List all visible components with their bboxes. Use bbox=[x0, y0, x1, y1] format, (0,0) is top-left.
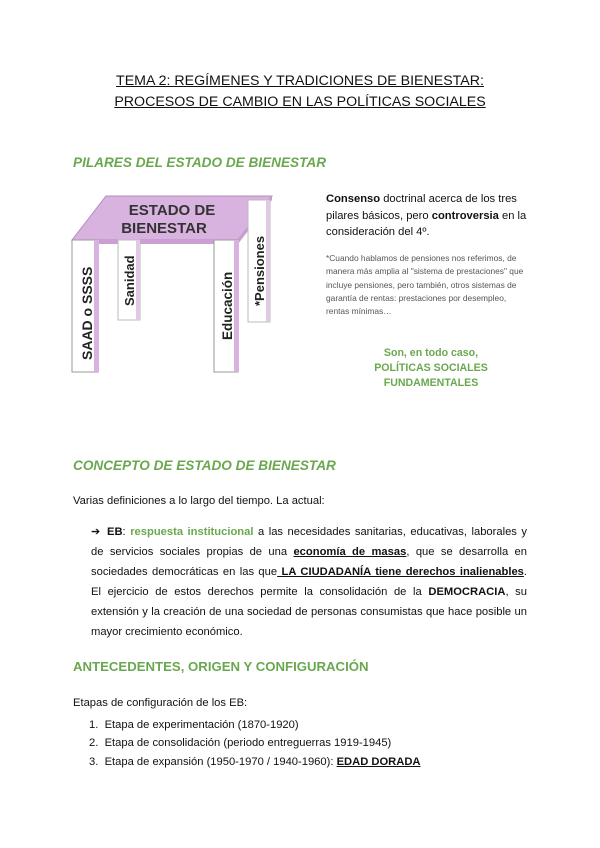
controversia-word: controversia bbox=[431, 209, 499, 222]
arrow-icon: ➔ bbox=[91, 526, 101, 538]
eb-colon: : bbox=[122, 526, 131, 538]
eb-t2: , que se desarrolla en sociedades democráticas en las que bbox=[91, 546, 527, 578]
heading-concepto: CONCEPTO DE ESTADO DE BIENESTAR bbox=[73, 458, 336, 473]
list-item: 2. Etapa de consolidación (periodo entreguerras 1919-1945) bbox=[89, 737, 392, 750]
pillar-sanidad-label: Sanidad bbox=[122, 255, 137, 306]
title-line-1: TEMA 2: REGÍMENES Y TRADICIONES DE BIENESTAR: bbox=[116, 73, 484, 89]
pillar-educacion-label: Educación bbox=[220, 271, 235, 340]
consenso-t2: en la consideración del 4º. bbox=[326, 209, 527, 238]
pillar-pensiones-label: *Pensiones bbox=[252, 235, 267, 306]
roof-label-2: BIENESTAR bbox=[121, 220, 207, 237]
pensiones-note: *Cuando hablamos de pensiones nos referimos, de manera más amplia al "sistema de prestaciones" que incluye pensiones, pero también, otros sistemas de garantía de rentas: prestaciones por desempleo, rentas mínimas… bbox=[326, 253, 524, 317]
eb-t3: . El ejercicio de estos derechos permite la consolidación de la bbox=[91, 566, 527, 598]
roof-label-1: ESTADO DE bbox=[128, 202, 216, 219]
eb-t4: , su extensión y la creación de una sociedad de personas consumistas que hace posible un mayor crecimiento económico. bbox=[91, 586, 527, 638]
eb-democracia: DEMOCRACIA bbox=[428, 586, 506, 598]
consenso-text bbox=[326, 191, 536, 241]
pillars-diagram bbox=[68, 188, 288, 378]
stages-list bbox=[73, 716, 420, 771]
eb-ciudadania: LA CIUDADANÍA tiene derechos inalienables bbox=[277, 566, 524, 578]
eb-t1: a las necesidades sanitarias, educativas, laborales y de servicios sociales propias de una bbox=[91, 526, 527, 558]
eb-economia: economía de masas bbox=[293, 546, 407, 558]
fundamental-callout bbox=[326, 346, 536, 391]
consenso-t1: doctrinal acerca de los tres pilares básicos, pero bbox=[326, 193, 517, 222]
page-title bbox=[0, 71, 600, 113]
list-item: 1. Etapa de experimentación (1870-1920) bbox=[89, 719, 299, 731]
pillar-saad-label: SAAD o SSSS bbox=[79, 266, 95, 360]
concepto-intro: Varias definiciones a lo largo del tiempo. La actual: bbox=[73, 495, 325, 507]
heading-pilares: PILARES DEL ESTADO DE BIENESTAR bbox=[73, 155, 327, 170]
fundamental-line-1: Son, en todo caso, bbox=[383, 347, 479, 359]
eb-definition bbox=[91, 522, 527, 642]
fundamental-line-3: FUNDAMENTALES bbox=[383, 377, 479, 389]
eb-label: EB bbox=[107, 526, 123, 538]
title-line-2: PROCESOS DE CAMBIO EN LAS POLÍTICAS SOCIALES bbox=[114, 94, 486, 110]
heading-antecedentes: ANTECEDENTES, ORIGEN Y CONFIGURACIÓN bbox=[73, 659, 369, 674]
list-item: 3. Etapa de expansión (1950-1970 / 1940-1960): EDAD DORADA bbox=[89, 755, 421, 768]
eb-highlight: respuesta institucional bbox=[130, 526, 254, 538]
etapas-intro: Etapas de configuración de los EB: bbox=[73, 697, 248, 709]
fundamental-line-2: POLÍTICAS SOCIALES bbox=[374, 362, 488, 374]
edad-dorada: EDAD DORADA bbox=[336, 755, 421, 768]
consenso-word: Consenso bbox=[326, 193, 381, 205]
